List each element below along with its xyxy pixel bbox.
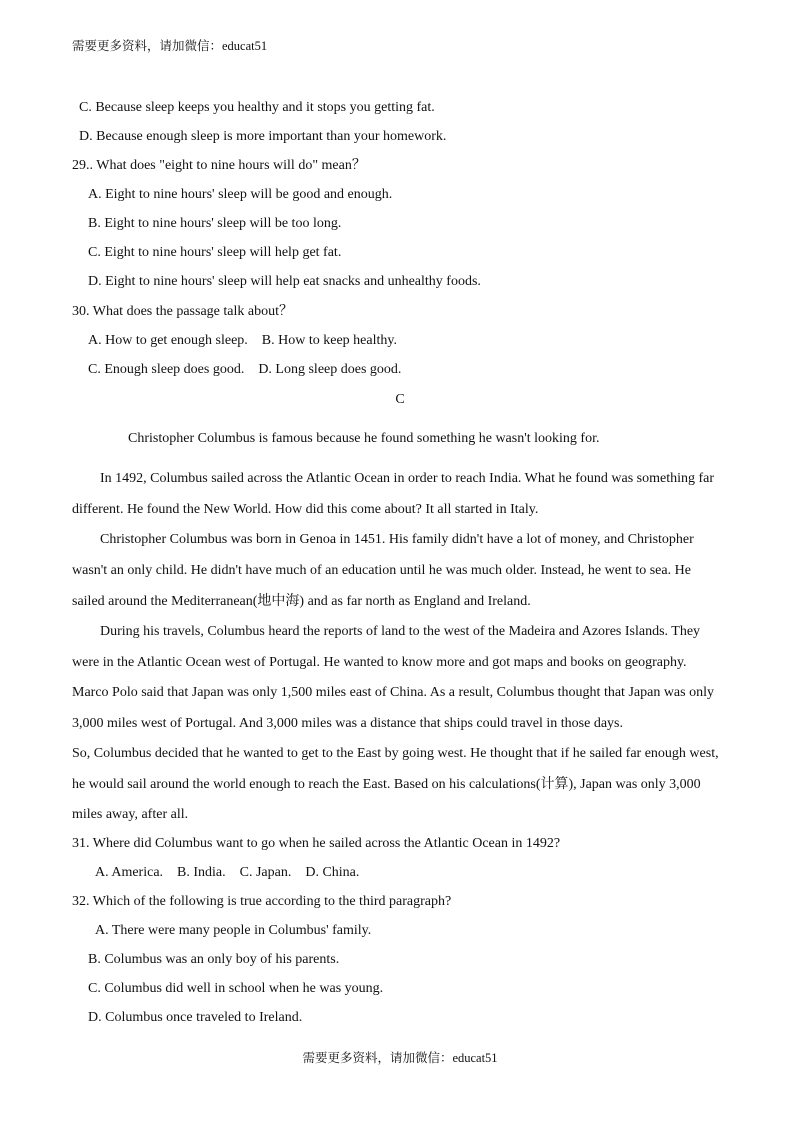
passage-line: During his travels, Columbus heard the reports of land to the west of the Madeira and Azores Islands. They [100, 624, 701, 639]
passage-line: Marco Polo said that Japan was only 1,500 miles east of China. As a result, Columbus thought that Japan was only [72, 685, 714, 700]
passage-line: Christopher Columbus was born in Genoa in 1451. His family didn't have a lot of money, and Christopher [100, 532, 694, 547]
q30-stem: 30. What does the passage talk about？ [72, 304, 293, 319]
q29-stem: 29.. What does "eight to nine hours will do" mean？ [72, 158, 366, 173]
q29-option-d: D. Eight to nine hours' sleep will help eat snacks and unhealthy foods. [88, 274, 481, 289]
q32-stem: 32. Which of the following is true according to the third paragraph? [72, 894, 452, 909]
q29-option-b: B. Eight to nine hours' sleep will be too long. [88, 216, 342, 231]
q31-options: A. America. B. India. C. Japan. D. China. [95, 865, 360, 880]
q30-options-ab: A. How to get enough sleep. B. How to keep healthy. [88, 333, 397, 348]
passage-line: 3,000 miles west of Portugal. And 3,000 miles was a distance that ships could travel in those days. [72, 716, 623, 731]
q28-option-d: D. Because enough sleep is more important than your homework. [79, 129, 447, 144]
passage-intro: Christopher Columbus is famous because he found something he wasn't looking for. [128, 431, 600, 446]
footer-watermark: 需要更多资料，请加微信：educat51 [302, 1051, 498, 1065]
passage-line: In 1492, Columbus sailed across the Atlantic Ocean in order to reach India. What he found was something far [100, 471, 715, 486]
q32-option-d: D. Columbus once traveled to Ireland. [88, 1010, 303, 1025]
passage-line: sailed around the Mediterranean(地中海) and as far north as England and Ireland. [72, 594, 531, 609]
passage-line: miles away, after all. [72, 807, 189, 822]
q29-option-c: C. Eight to nine hours' sleep will help get fat. [88, 245, 342, 260]
passage-line: different. He found the New World. How did this come about? It all started in Italy. [72, 502, 539, 517]
q30-options-cd: C. Enough sleep does good. D. Long sleep does good. [88, 362, 402, 377]
header-watermark: 需要更多资料，请加微信：educat51 [72, 39, 268, 53]
q28-option-c: C. Because sleep keeps you healthy and it stops you getting fat. [79, 100, 435, 115]
passage-line: So, Columbus decided that he wanted to get to the East by going west. He thought that if he sailed far enough west, [72, 746, 719, 761]
q31-stem: 31. Where did Columbus want to go when he sailed across the Atlantic Ocean in 1492? [72, 836, 561, 851]
passage-line: were in the Atlantic Ocean west of Portugal. He wanted to know more and got maps and books on geography. [72, 655, 687, 670]
passage-line: wasn't an only child. He didn't have much of an education until he was much older. Instead, he went to sea. He [72, 563, 691, 578]
q32-option-c: C. Columbus did well in school when he was young. [88, 981, 384, 996]
q32-option-a: A. There were many people in Columbus' family. [95, 923, 372, 938]
q32-option-b: B. Columbus was an only boy of his parents. [88, 952, 340, 967]
passage-line: he would sail around the world enough to reach the East. Based on his calculations(计算), Japan was only 3,000 [72, 777, 701, 792]
q29-option-a: A. Eight to nine hours' sleep will be good and enough. [88, 187, 393, 202]
passage-label: C [395, 392, 405, 407]
